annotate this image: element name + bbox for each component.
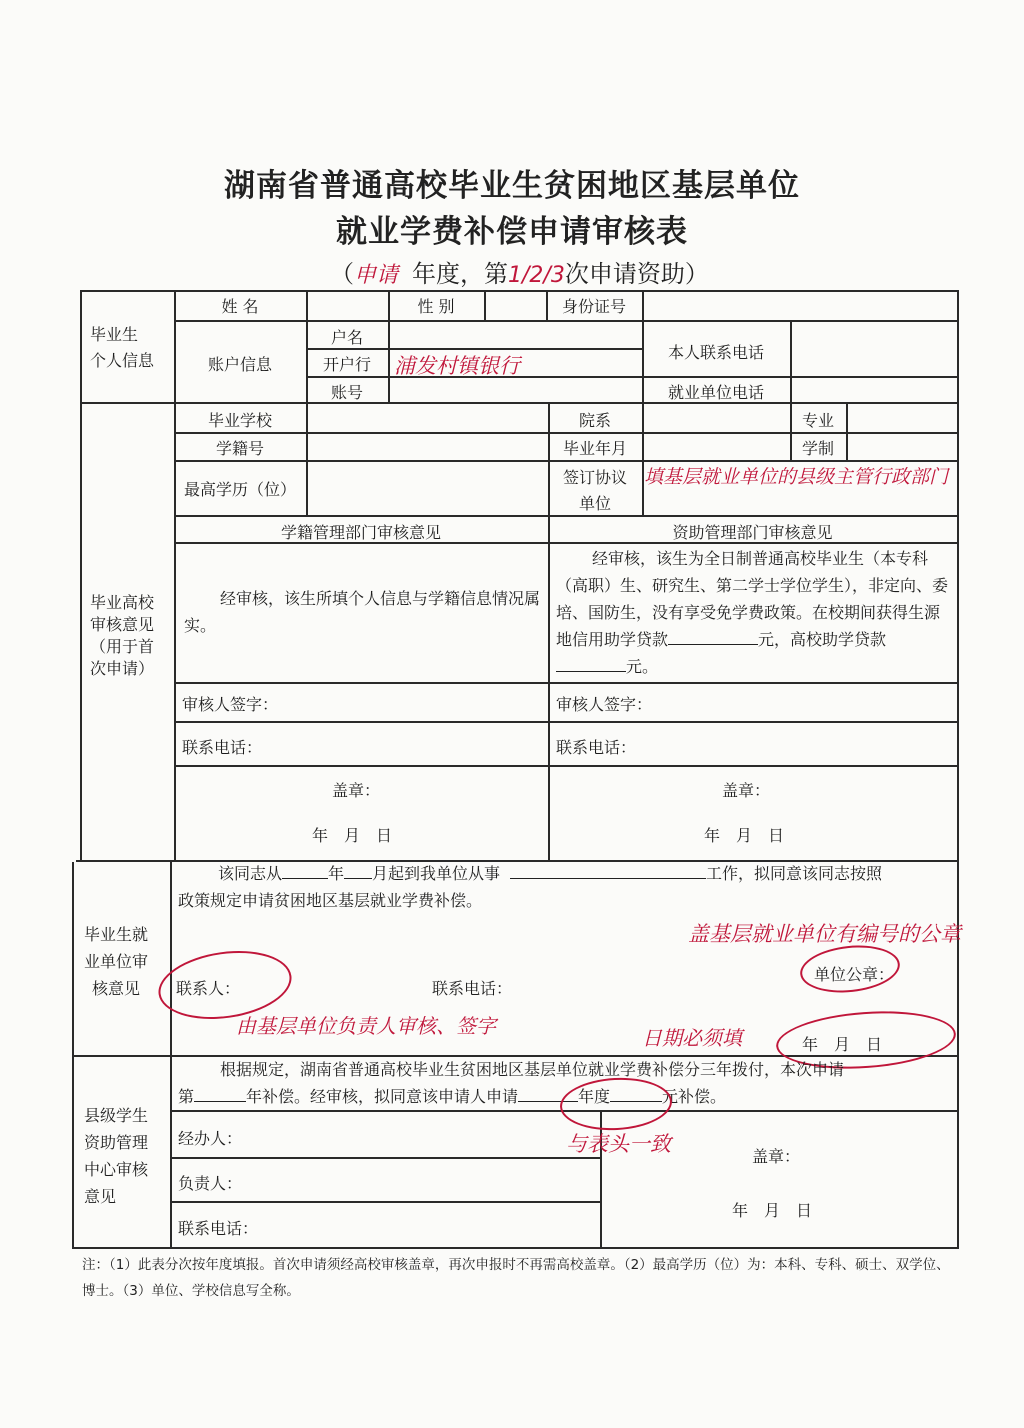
hw-sign-note: 由基层单位负责人审核、签字 — [236, 1014, 496, 1038]
registry-text: 经审核，该生所填个人信息与学籍信息情况属实。 — [184, 589, 541, 635]
label-phone-employer: 就业单位电话 — [667, 383, 764, 402]
degree-input[interactable] — [310, 474, 544, 498]
agreement-handwritten-value[interactable]: 填基层就业单位的县级主管行政部门 — [644, 466, 949, 488]
s4-row3 — [170, 1201, 600, 1203]
label-gender: 性 别 — [417, 297, 455, 316]
section4-label-3: 中心审核 — [84, 1160, 149, 1179]
s1-col-phone — [790, 320, 792, 402]
border-bottom — [72, 1247, 959, 1249]
s3-unit-seal: 单位公章： — [814, 965, 895, 984]
faculty-input[interactable] — [646, 406, 786, 430]
label-id-number: 身份证号 — [561, 297, 626, 316]
s4-text-2: 第 — [178, 1087, 195, 1106]
label-col-upper — [174, 290, 176, 862]
s4-contact-phone[interactable]: 联系电话： — [178, 1219, 259, 1238]
label-student-no: 学籍号 — [215, 439, 264, 458]
border-top — [80, 290, 958, 292]
aid-contact-phone[interactable]: 联系电话： — [556, 738, 637, 757]
label-major: 专业 — [801, 411, 834, 430]
s3-text-1: 该同志从 — [218, 864, 283, 883]
account-no-input[interactable] — [392, 380, 638, 404]
major-input[interactable] — [850, 406, 952, 430]
gender-input[interactable] — [488, 294, 542, 318]
hw-header-note: 与表头一致 — [566, 1132, 671, 1156]
s3-date[interactable]: 年 月 日 — [802, 1035, 883, 1054]
registry-contact-phone[interactable]: 联系电话： — [182, 738, 263, 757]
s4-handler[interactable]: 经办人： — [178, 1129, 243, 1148]
s4-seal: 盖章： — [752, 1147, 801, 1166]
s3-text-3: 月起到我单位从事 — [372, 864, 501, 883]
phone-employer-input[interactable] — [794, 380, 952, 404]
s4-date[interactable]: 年 月 日 — [732, 1201, 813, 1220]
hw-seal-note: 盖基层就业单位有编号的公章 — [688, 922, 961, 946]
s4-text-1: 根据规定，湖南省普通高校毕业生贫困地区基层单位就业学费补偿分三年拨付，本次申请 — [220, 1060, 845, 1079]
school-input[interactable] — [310, 406, 544, 430]
id-number-input[interactable] — [646, 294, 952, 318]
phone-self-input[interactable] — [794, 324, 952, 348]
registry-reviewer-sign[interactable]: 审核人签字： — [182, 695, 279, 714]
duration-input[interactable] — [850, 434, 952, 458]
label-school: 毕业学校 — [207, 411, 272, 430]
aid-header: 资助管理部门审核意见 — [672, 523, 833, 542]
section2-label-3: （用于首 — [90, 637, 155, 656]
section2-label-4: 次申请） — [90, 659, 155, 678]
account-name-input[interactable] — [392, 324, 638, 348]
s3-contact-person[interactable]: 联系人： — [176, 979, 241, 998]
s1-row1 — [174, 320, 958, 322]
section3-label-3: 核意见 — [92, 979, 141, 998]
s4-leader[interactable]: 负责人： — [178, 1174, 243, 1193]
s2-col1 — [306, 402, 308, 515]
label-phone-self: 本人联系电话 — [667, 343, 764, 362]
registry-seal: 盖章： — [332, 781, 381, 800]
label-duration: 学制 — [801, 439, 834, 458]
section1-label-2: 个人信息 — [90, 351, 155, 370]
s3-text-4: 工作，拟同意该同志按照 — [706, 864, 883, 883]
s2-row7 — [174, 765, 958, 767]
section1-label-1: 毕业生 — [90, 325, 139, 344]
name-input[interactable] — [310, 294, 384, 318]
school-loan-blank[interactable] — [556, 657, 626, 672]
aid-text-1: 经审核，该生为全日制普通高校毕业生（本专科（高职）生、研究生、第二学士学位学生），非定向、委培、国防生，没有享受免学费政策。在校期间获得生源地信用助学贷款 — [556, 549, 949, 649]
hw-date-note: 日期必须填 — [642, 1026, 742, 1050]
form-title-line1: 湖南省普通高校毕业生贫困地区基层单位 — [224, 168, 800, 204]
s2-row6 — [174, 721, 958, 723]
aid-text-2: 元，高校助学贷款 — [758, 630, 887, 649]
s2-row3 — [174, 515, 958, 517]
form-subtitle — [330, 254, 709, 289]
section3-text — [178, 860, 948, 914]
aid-reviewer-sign[interactable]: 审核人签字： — [556, 695, 653, 714]
subtitle-year: 年度，第 — [412, 260, 509, 288]
job-blank[interactable] — [510, 864, 706, 879]
label-bank: 开户行 — [322, 355, 371, 374]
footnote: 注：（1）此表分次按年度填报。首次申请须经高校审核盖章，再次申报时不再需高校盖章。（2）最高学历（位）为：本科、专科、硕士、双学位、博士。（3）单位、学校信息写全称。 — [82, 1257, 950, 1299]
section3-label-1: 毕业生就 — [84, 925, 149, 944]
label-name: 姓 名 — [221, 297, 259, 316]
s3-text-2: 年 — [328, 864, 345, 883]
section4-label-4: 意见 — [84, 1187, 117, 1206]
s4-text-5: 元补偿。 — [662, 1087, 727, 1106]
section2-label-2: 审核意见 — [90, 615, 155, 634]
s4-text-4: 年度 — [578, 1087, 611, 1106]
registry-header: 学籍管理部门审核意见 — [280, 523, 441, 542]
s2-col3 — [642, 402, 644, 515]
section3-label-2: 业单位审 — [84, 952, 149, 971]
start-year-blank[interactable] — [282, 864, 328, 879]
section4-label-1: 县级学生 — [84, 1106, 149, 1125]
aid-text-3: 元。 — [626, 657, 659, 676]
subtitle-handwritten-apply: 申请 — [354, 263, 399, 288]
section4-label-2: 资助管理 — [84, 1133, 149, 1152]
subtitle-open: （ — [330, 260, 354, 288]
label-agreement-unit-1: 签订协议 — [562, 468, 627, 487]
hw-circle-seal — [798, 941, 902, 997]
registry-date[interactable]: 年 月 日 — [312, 826, 393, 845]
label-faculty: 院系 — [578, 411, 611, 430]
label-col-lower — [170, 862, 172, 1248]
bank-handwritten-value[interactable]: 浦发村镇银行 — [394, 354, 520, 378]
aid-text — [556, 545, 950, 680]
label-grad-date: 毕业年月 — [562, 439, 627, 458]
border-left-upper — [80, 290, 82, 862]
label-account-no: 账号 — [330, 383, 363, 402]
s2-col5 — [846, 402, 848, 460]
subtitle-handwritten-count: 1/2/3 — [508, 263, 565, 288]
s1-col-subfield — [388, 320, 390, 402]
subtitle-close: 次申请资助） — [564, 260, 709, 288]
student-no-input[interactable] — [310, 434, 544, 458]
aid-seal: 盖章： — [722, 781, 771, 800]
label-account-name: 户名 — [330, 328, 363, 347]
s1-col-gender — [484, 290, 486, 320]
loan-amount-blank[interactable] — [668, 630, 758, 645]
s4-row2 — [170, 1157, 600, 1159]
s4-text-3: 年补偿。经审核，拟同意该申请人申请 — [246, 1087, 519, 1106]
border-right — [957, 290, 959, 1248]
s3-contact-phone[interactable]: 联系电话： — [432, 979, 513, 998]
s2-row1 — [174, 432, 958, 434]
aid-date[interactable]: 年 月 日 — [704, 826, 785, 845]
grad-date-input[interactable] — [646, 434, 786, 458]
s3-text-5: 政策规定申请贫困地区基层就业学费补偿。 — [178, 891, 483, 910]
subsidy-year-blank[interactable] — [194, 1087, 246, 1102]
label-account-info: 账户信息 — [207, 355, 272, 374]
form-title-line2: 就业学费补偿申请审核表 — [336, 214, 688, 250]
start-month-blank[interactable] — [344, 864, 372, 879]
label-agreement-unit-2: 单位 — [578, 494, 611, 513]
label-degree: 最高学历（位） — [183, 480, 296, 499]
s2-row5 — [174, 682, 958, 684]
section2-label-1: 毕业高校 — [90, 593, 155, 612]
